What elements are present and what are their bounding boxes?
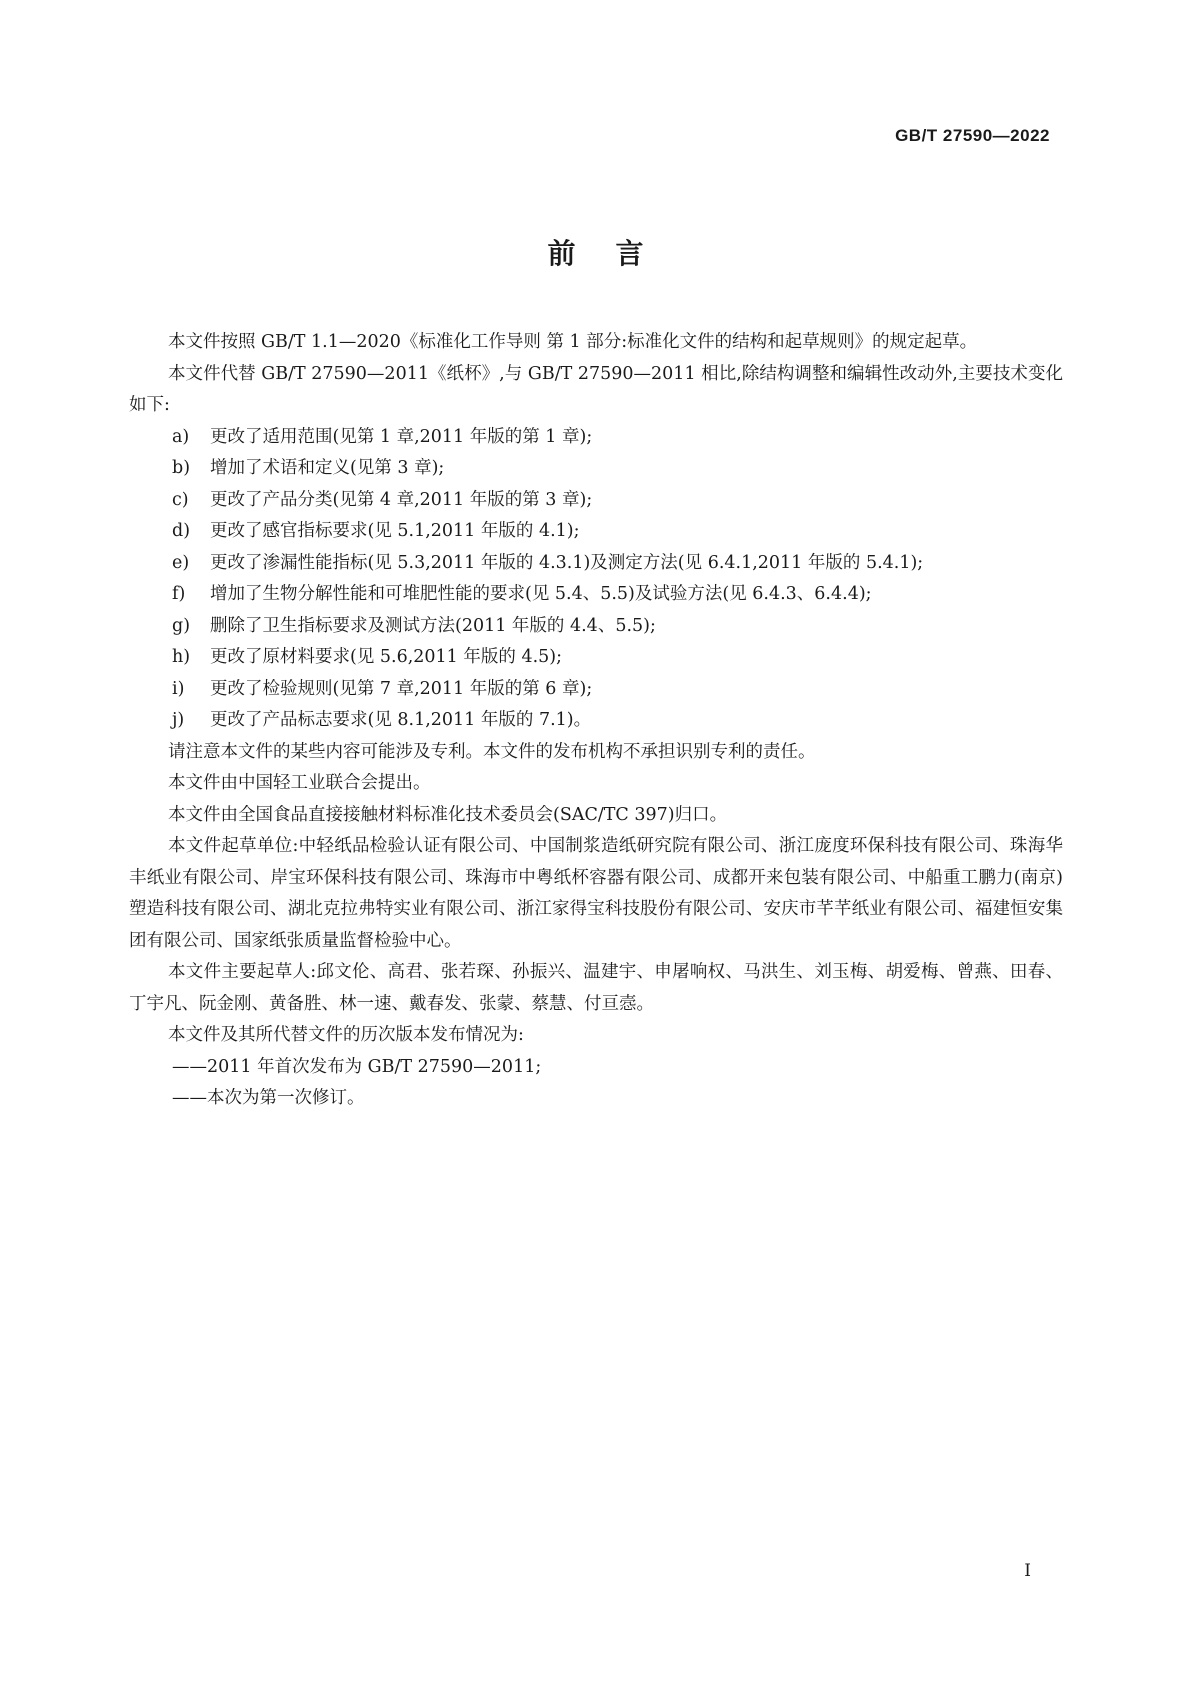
list-item-text: 更改了感官指标要求(见 5.1,2011 年版的 4.1); bbox=[210, 521, 580, 541]
list-item bbox=[129, 453, 1063, 485]
list-item-marker: e) bbox=[172, 552, 190, 573]
list-item bbox=[129, 611, 1063, 643]
list-item bbox=[129, 705, 1063, 737]
list-item bbox=[129, 422, 1063, 454]
drafting-units: 本文件起草单位:中轻纸品检验认证有限公司、中国制浆造纸研究院有限公司、浙江庞度环保科技有限公司、珠海华丰纸业有限公司、岸宝环保科技有限公司、珠海市中粤纸杯容器有限公司、成都开来包装有限公司、中船重工鹏力(南京)塑造科技有限公司、湖北克拉弗特实业有限公司、浙江家得宝科技股份有限公司、安庆市芊芊纸业有限公司、福建恒安集团有限公司、国家纸张质量监督检验中心。 bbox=[129, 836, 1063, 951]
centralized-by: 本文件由全国食品直接接触材料标准化技术委员会(SAC/TC 397)归口。 bbox=[168, 804, 728, 825]
history-item: ——2011 年首次发布为 GB/T 27590—2011; bbox=[172, 1056, 542, 1077]
changes-list bbox=[129, 422, 1063, 737]
list-item bbox=[129, 548, 1063, 580]
list-item-text: 增加了术语和定义(见第 3 章); bbox=[210, 458, 445, 478]
list-item-marker: j) bbox=[172, 710, 185, 730]
proposed-by: 本文件由中国轻工业联合会提出。 bbox=[168, 773, 431, 793]
standard-number: GB/T 27590—2022 bbox=[895, 126, 1050, 145]
list-item-marker: b) bbox=[172, 458, 191, 478]
history-item: ——本次为第一次修订。 bbox=[172, 1088, 365, 1108]
list-item-marker: g) bbox=[172, 615, 191, 636]
foreword-body bbox=[129, 327, 1063, 1115]
intro-paragraph-1: 本文件按照 GB/T 1.1—2020《标准化工作导则 第 1 部分:标准化文件的结构和起草规则》的规定起草。 bbox=[168, 332, 978, 352]
list-item-marker: i) bbox=[172, 678, 185, 699]
list-item bbox=[129, 674, 1063, 706]
list-item-marker: h) bbox=[172, 647, 191, 667]
list-item bbox=[129, 642, 1063, 674]
page-number: I bbox=[1024, 1561, 1031, 1581]
main-drafters: 本文件主要起草人:邱文伦、高君、张若琛、孙振兴、温建宇、申屠响权、马洪生、刘玉梅、胡爱梅、曾燕、田春、丁宇凡、阮金刚、黄备胜、林一速、戴春发、张蒙、蔡慧、付亘悫。 bbox=[129, 962, 1063, 1014]
list-item-marker: f) bbox=[172, 584, 186, 604]
list-item-marker: c) bbox=[172, 489, 189, 510]
list-item-text: 更改了检验规则(见第 7 章,2011 年版的第 6 章); bbox=[210, 678, 593, 699]
list-item-marker: d) bbox=[172, 521, 191, 541]
list-item-text: 更改了渗漏性能指标(见 5.3,2011 年版的 4.3.1)及测定方法(见 6.4.1,2011 年版的 5.4.1); bbox=[210, 552, 924, 573]
list-item-text: 更改了产品分类(见第 4 章,2011 年版的第 3 章); bbox=[210, 489, 593, 510]
list-item-text: 删除了卫生指标要求及测试方法(2011 年版的 4.4、5.5); bbox=[210, 615, 656, 636]
list-item bbox=[129, 579, 1063, 611]
page-title: 前言 bbox=[547, 237, 684, 270]
list-item bbox=[129, 485, 1063, 517]
list-item-text: 更改了产品标志要求(见 8.1,2011 年版的 7.1)。 bbox=[210, 710, 592, 730]
list-item bbox=[129, 516, 1063, 548]
history-list bbox=[129, 1052, 1063, 1115]
list-item-marker: a) bbox=[172, 426, 190, 447]
list-item-text: 更改了原材料要求(见 5.6,2011 年版的 4.5); bbox=[210, 647, 562, 667]
intro-paragraph-2: 本文件代替 GB/T 27590—2011《纸杯》,与 GB/T 27590—2011 相比,除结构调整和编辑性改动外,主要技术变化如下: bbox=[129, 363, 1063, 415]
list-item-text: 增加了生物分解性能和可堆肥性能的要求(见 5.4、5.5)及试验方法(见 6.4.3、6.4.4); bbox=[210, 584, 872, 604]
list-item-text: 更改了适用范围(见第 1 章,2011 年版的第 1 章); bbox=[210, 426, 593, 447]
history-intro: 本文件及其所代替文件的历次版本发布情况为: bbox=[168, 1025, 524, 1045]
patent-notice: 请注意本文件的某些内容可能涉及专利。本文件的发布机构不承担识别专利的责任。 bbox=[168, 741, 816, 762]
